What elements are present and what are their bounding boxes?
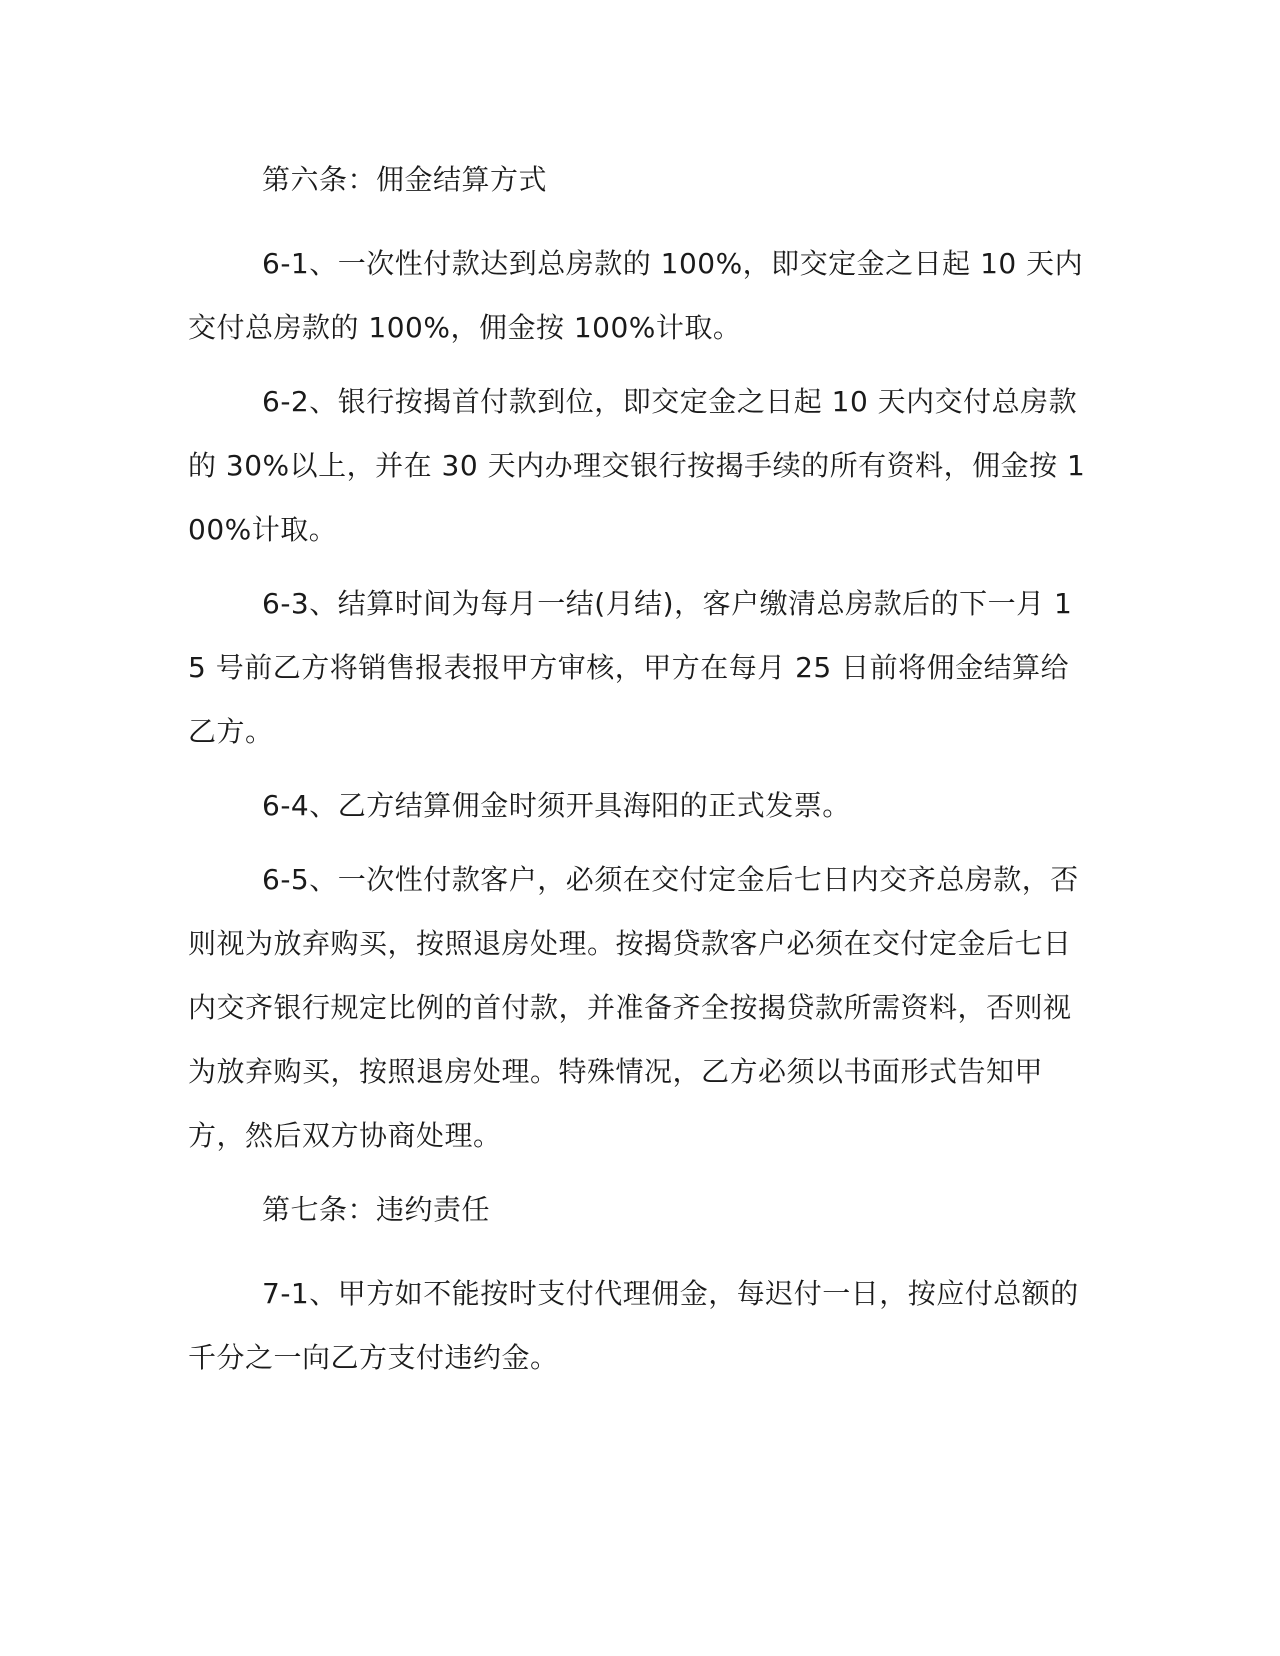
section-heading-7: 第七条：违约责任 xyxy=(262,1193,491,1226)
clause-7-1: 7-1、甲方如不能按时支付代理佣金，每迟付一日，按应付总额的千分之一向乙方支付违约金。 xyxy=(188,1277,1079,1374)
section-heading-6: 第六条：佣金结算方式 xyxy=(262,163,548,196)
document-body xyxy=(188,148,1088,1400)
clause-6-3: 6-3、结算时间为每月一结(月结)，客户缴清总房款后的下一月 15 号前乙方将销售报表报甲方审核，甲方在每月 25 日前将佣金结算给乙方。 xyxy=(188,587,1073,748)
clause-6-2: 6-2、银行按揭首付款到位，即交定金之日起 10 天内交付总房款的 30%以上，并在 30 天内办理交银行按揭手续的所有资料，佣金按 100%计取。 xyxy=(188,385,1086,546)
clause-6-4: 6-4、乙方结算佣金时须开具海阳的正式发票。 xyxy=(262,789,851,822)
clause-6-1: 6-1、一次性付款达到总房款的 100%，即交定金之日起 10 天内交付总房款的 100%，佣金按 100%计取。 xyxy=(188,247,1084,344)
clause-6-5: 6-5、一次性付款客户，必须在交付定金后七日内交齐总房款，否则视为放弃购买，按照退房处理。按揭贷款客户必须在交付定金后七日内交齐银行规定比例的首付款，并准备齐全按揭贷款所需资料，否则视为放弃购买，按照退房处理。特殊情况，乙方必须以书面形式告知甲方，然后双方协商处理。 xyxy=(188,863,1079,1152)
